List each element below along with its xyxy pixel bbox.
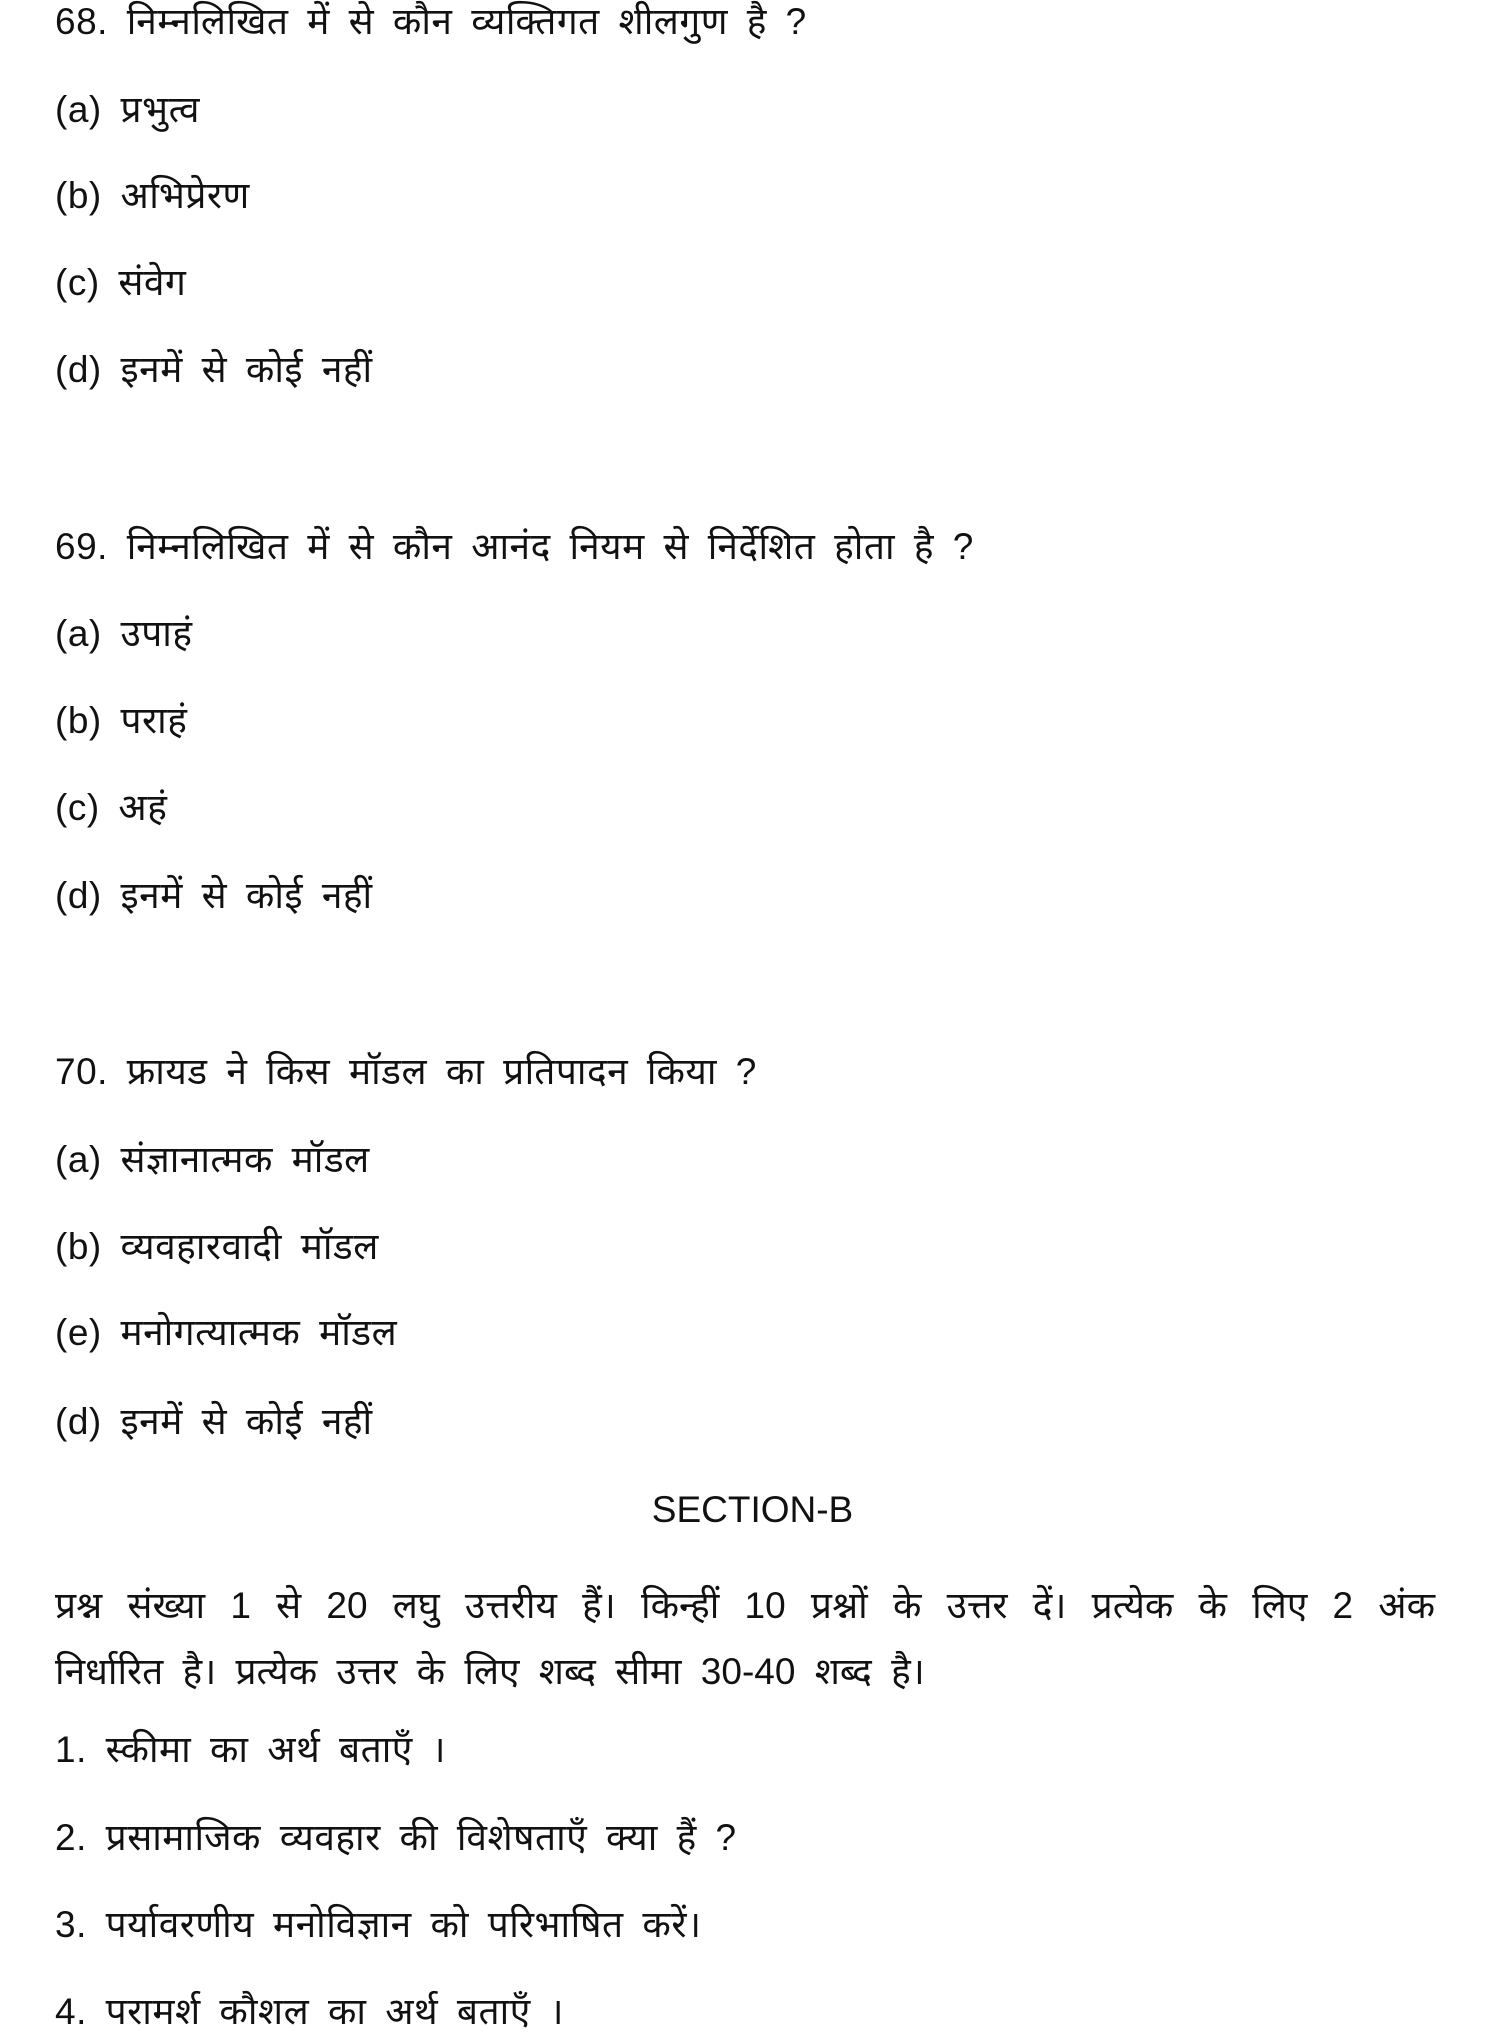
option-b: (b) व्यवहारवादी मॉडल: [55, 1226, 379, 1267]
option-c: (c) संवेग: [55, 262, 187, 303]
short-question-1: 1. स्कीमा का अर्थ बताएँ ।: [55, 1729, 447, 1770]
option-a: (a) संज्ञानात्मक मॉडल: [55, 1139, 370, 1180]
option-a: (a) प्रभुत्व: [55, 89, 200, 130]
short-question-3: 3. पर्यावरणीय मनोविज्ञान को परिभाषित करें।: [55, 1904, 702, 1945]
section-title: SECTION-B: [651, 1489, 854, 1530]
option-c: (c) अहं: [55, 787, 168, 828]
question-text: 69. निम्नलिखित में से कौन आनंद नियम से निर्देशित होता है ?: [55, 526, 974, 567]
short-question-2: 2. प्रसामाजिक व्यवहार की विशेषताएँ क्या हैं ?: [55, 1817, 737, 1858]
option-b: (b) अभिप्रेरण: [55, 175, 250, 216]
section-instructions: प्रश्न संख्या 1 से 20 लघु उत्तरीय हैं। किन्हीं 10 प्रश्नों के उत्तर दें। प्रत्येक के लिए 2 अंक निर्धारित है। प्रत्येक उत्तर के लिए शब्द सीमा 30-40 शब्द है।: [55, 1585, 1435, 1692]
question-text: 68. निम्नलिखित में से कौन व्यक्तिगत शीलगुण है ?: [55, 1, 807, 42]
option-d: (d) इनमें से कोई नहीं: [55, 349, 373, 390]
option-d: (d) इनमें से कोई नहीं: [55, 875, 373, 916]
option-a: (a) उपाहं: [55, 613, 193, 654]
option-d: (d) इनमें से कोई नहीं: [55, 1401, 373, 1442]
question-text: 70. फ्रायड ने किस मॉडल का प्रतिपादन किया ?: [55, 1051, 757, 1092]
option-b: (b) पराहं: [55, 700, 188, 741]
short-question-4: 4. परामर्श कौशल का अर्थ बताएँ ।: [55, 1991, 564, 2032]
option-e: (e) मनोगत्यात्मक मॉडल: [55, 1312, 398, 1353]
